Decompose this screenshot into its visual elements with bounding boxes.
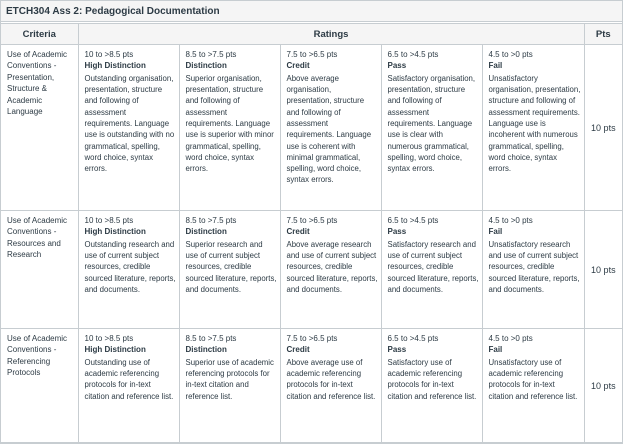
rating-description: Outstanding use of academic referencing protocols for in-text citation and reference list. — [84, 357, 174, 401]
rating-points: 10 to >8.5 pts — [84, 216, 134, 225]
rating-title: Fail — [488, 61, 503, 71]
rating-points: 8.5 to >7.5 pts — [185, 334, 237, 343]
rating-cell[interactable] — [381, 329, 482, 443]
rating-cell[interactable] — [280, 211, 381, 329]
rating-description: Unsatisfactory use of academic referencing protocols for in-text citation and reference list. — [488, 357, 578, 401]
rating-cell[interactable] — [381, 211, 482, 329]
criterion-row — [1, 329, 622, 443]
rating-cell[interactable] — [78, 329, 179, 443]
rating-title: Fail — [488, 227, 503, 237]
rating-cell[interactable] — [482, 45, 584, 211]
rating-title: Credit — [286, 227, 310, 237]
criterion-points: 10 pts — [584, 329, 622, 443]
rating-points: 7.5 to >6.5 pts — [286, 334, 338, 343]
rating-cell[interactable] — [179, 45, 280, 211]
rating-description: Unsatisfactory research and use of current subject resources, credible sourced literature, reports, and documents. — [488, 239, 580, 294]
rating-cell[interactable] — [280, 45, 381, 211]
rating-title: Credit — [286, 61, 310, 71]
rating-points: 6.5 to >4.5 pts — [387, 334, 439, 343]
rating-title: Pass — [387, 345, 407, 355]
rating-title: Distinction — [185, 345, 227, 355]
rating-cell[interactable] — [482, 329, 584, 443]
rating-cell[interactable] — [381, 45, 482, 211]
criterion-points: 10 pts — [584, 45, 622, 211]
rating-title: Distinction — [185, 227, 227, 237]
rating-cell[interactable] — [179, 329, 280, 443]
rating-points: 4.5 to >0 pts — [488, 216, 533, 225]
rating-points: 7.5 to >6.5 pts — [286, 50, 338, 59]
header-row — [1, 24, 622, 45]
criteria-header: Criteria — [1, 24, 78, 45]
rating-title: Pass — [387, 61, 407, 71]
rating-cell[interactable] — [78, 45, 179, 211]
rating-description: Above average research and use of current subject resources, credible sourced literature, reports, and documents. — [286, 239, 378, 294]
rating-title: Fail — [488, 345, 503, 355]
rubric-title: ETCH304 Ass 2: Pedagogical Documentation — [1, 1, 622, 22]
rubric-table — [1, 23, 622, 443]
rating-title: Distinction — [185, 61, 227, 71]
rating-description: Outstanding research and use of current subject resources, credible sourced literature, reports, and documents. — [84, 239, 176, 294]
criterion-description: Use of Academic Conventions - Referencing Protocols — [1, 329, 78, 443]
rating-points: 4.5 to >0 pts — [488, 334, 533, 343]
rating-points: 8.5 to >7.5 pts — [185, 50, 237, 59]
criterion-points: 10 pts — [584, 211, 622, 329]
rating-cell[interactable] — [179, 211, 280, 329]
ratings-header: Ratings — [78, 24, 584, 45]
rating-points: 6.5 to >4.5 pts — [387, 216, 439, 225]
rating-title: High Distinction — [84, 227, 146, 237]
rating-description: Unsatisfactory organisation, presentation, structure and following of assessment requirements. Language use is incoherent with numerous grammatical, spelling, word choice, syntax errors. — [488, 73, 581, 174]
rating-points: 8.5 to >7.5 pts — [185, 216, 237, 225]
rating-description: Superior research and use of current subject resources, credible sourced literature, reports, and documents. — [185, 239, 277, 294]
rating-cell[interactable] — [482, 211, 584, 329]
rating-description: Above average use of academic referencing protocols for in-text citation and reference list. — [286, 357, 376, 401]
criterion-row — [1, 45, 622, 211]
rating-title: Pass — [387, 227, 407, 237]
rating-description: Outstanding organisation, presentation, structure and following of assessment requirements. Language use is outstanding with no grammatical, spelling, word choice, syntax errors. — [84, 73, 175, 174]
rating-points: 10 to >8.5 pts — [84, 334, 134, 343]
rating-description: Satisfactory use of academic referencing protocols for in-text citation and reference list. — [387, 357, 477, 401]
rating-cell[interactable] — [280, 329, 381, 443]
rating-description: Superior organisation, presentation, structure and following of assessment requirements. Language use is superior with minor grammatical, spelling, word choice, syntax errors. — [185, 73, 274, 174]
rating-description: Satisfactory organisation, presentation, structure and following of assessment requirements. Language use is clear with numerous grammatical, spelling, word choice, syntax errors. — [387, 73, 476, 174]
rating-points: 7.5 to >6.5 pts — [286, 216, 338, 225]
criterion-description: Use of Academic Conventions - Presentation, Structure & Academic Language — [1, 45, 78, 211]
rating-points: 4.5 to >0 pts — [488, 50, 533, 59]
rating-title: High Distinction — [84, 345, 146, 355]
rating-points: 10 to >8.5 pts — [84, 50, 134, 59]
rating-title: High Distinction — [84, 61, 146, 71]
pts-header: Pts — [584, 24, 622, 45]
criterion-row — [1, 211, 622, 329]
rating-description: Satisfactory research and use of current subject resources, credible sourced literature, reports, and documents. — [387, 239, 479, 294]
rating-title: Credit — [286, 345, 310, 355]
rating-description: Above average organisation, presentation, structure and following of assessment requirements. Language use is coherent with minimal grammatical, spelling, word choice, syntax errors. — [286, 73, 372, 185]
rating-points: 6.5 to >4.5 pts — [387, 50, 439, 59]
criterion-description: Use of Academic Conventions - Resources and Research — [1, 211, 78, 329]
rating-cell[interactable] — [78, 211, 179, 329]
rating-description: Superior use of academic referencing protocols for in-text citation and reference list. — [185, 357, 274, 401]
